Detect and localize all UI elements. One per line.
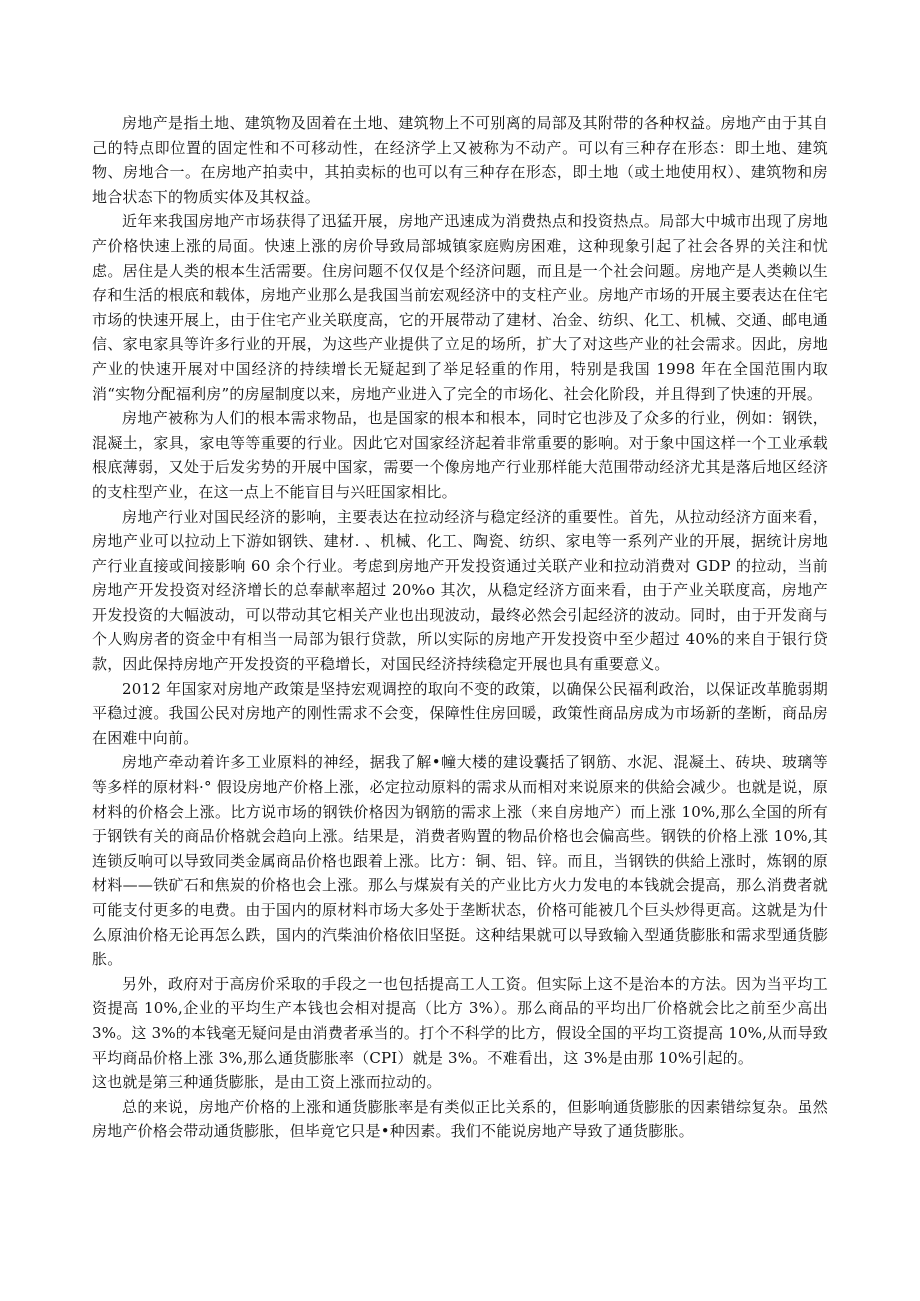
paragraph-wages: 另外，政府对于高房价采取的手段之一也包括提高工人工资。但实际上这不是治本的方法。因为当平均工资提高 10%,企业的平均生产本钱也会相对提高（比方 3%）。那么商品的平均出厂价格就会比之前至少高出 3%。这 3%的本钱毫无疑问是由消费者承当的。打个不科学的比方，假设全国的平均工资提高 10%,从而导致平均商品价格上涨 3%,那么通货膨胀率（CPI）就是 3%。不难看出，这 3%是由那 10%引起的。	[92, 974, 828, 1067]
paragraph-third-inflation: 这也就是第三种通货膨胀，是由工资上涨而拉动的。	[92, 1073, 442, 1092]
paragraph-raw-materials: 房地产牵动着许多工业原料的神经，据我了解•幢大楼的建设囊括了钢筋、水泥、混凝土、砖块、玻璃等等多样的原材料·° 假设房地产价格上涨，必定拉动原料的需求从而相对来说原来的供給会减少。也就是说，原材料的价格会上涨。比方说市场的钢铁价格因为钢筋的需求上涨（来自房地产）而上涨 10%,那么全国的所有于钢铁有关的商品价格就会趋向上涨。结果是，消费者购置的物品价格也会偏高些。钢铁的价格上涨 10%,其连锁反响可以导致同类金属商品价格也跟着上涨。比方：铜、铝、锌。而且，当钢铁的供給上涨时，炼钢的原材料——铁矿石和焦炭的价格也会上涨。那么与煤炭有关的产业比方火力发电的本钱就会提高，那么消费者就可能支付更多的电费。由于国内的原材料市场大多处于垄断状态，价格可能被几个巨头炒得更高。这就是为什么原油价格无论再怎么跌，国内的汽柴油价格依旧坚挺。这种结果就可以导致输入型通货膨胀和需求型通货膨胀。	[92, 753, 828, 969]
paragraph-economic-impact: 房地产行业对国民经济的影响，主要表达在拉动经济与稳定经济的重要性。首先，从拉动经济方面来看，房地产业可以拉动上下游如钢铁、建材. 、机械、化工、陶瓷、纺织、家电等一系列产业的开展，据统计房地产行业直接或间接影响 60 余个行业。考虑到房地产开发投资通过关联产业和拉动消费对 GDP 的拉动，当前房地产开发投资对经济增长的总奉献率超过 20%o 其次，从稳定经济方面来看，由于产业关联度高，房地产开发投资的大幅波动，可以带动其它相关产业也出现波动，最终必然会引起经济的波动。同时，由于开发商与个人购房者的资金中有相当一局部为银行贷款，所以实际的房地产开发投资中至少超过 40%的来自于银行贷款，因此保持房地产开发投资的平稳增长，对国民经济持续稳定开展也具有重要意义。	[92, 507, 828, 674]
paragraph-market-growth: 近年来我国房地产市场获得了迅猛开展，房地产迅速成为消费热点和投资热点。局部大中城市出现了房地产价格快速上涨的局面。快速上涨的房价导致局部城镇家庭购房困难，这种现象引起了社会各界的关注和忧虑。居住是人类的根本生活需要。住房问题不仅仅是个经济问题，而且是一个社会问题。房地产是人类赖以生存和生活的根底和载体，房地产业那么是我国当前宏观经济中的支柱产业。房地产市场的开展主要表达在住宅市场的快速开展上，由于住宅产业关联度高，它的开展带动了建材、冶金、纺织、化工、机械、交通、邮电通信、家电家具等许多行业的开展，为这些产业提供了立足的场所，扩大了对这些产业的社会需求。因此，房地产业的快速开展对中国经济的持续增长无疑起到了举足轻重的作用，特别是我国 1998 年在全国范围内取消“实物分配福利房”的房屋制度以来，房地产业进入了完全的市场化、社会化阶段，并且得到了快速的开展。	[92, 212, 828, 403]
paragraph-conclusion: 总的来说，房地产价格的上涨和通货膨胀率是有类似正比关系的，但影响通货膨胀的因素错综复杂。虽然房地产价格会带动通货膨胀，但毕竟它只是•种因素。我们不能说房地产导致了通货膨胀。	[92, 1097, 828, 1141]
document-body	[92, 111, 828, 1144]
paragraph-2012-policy: 2012 年国家对房地产政策是坚持宏观调控的取向不变的政策，以确保公民福利政治，以保证改革脆弱期平稳过渡。我国公民对房地产的刚性需求不会变，保障性住房回暖，政策性商品房成为市场新的垄断，商品房在困难中向前。	[92, 679, 828, 747]
paragraph-definition: 房地产是指土地、建筑物及固着在土地、建筑物上不可别离的局部及其附带的各种权益。房地产由于其自己的特点即位置的固定性和不可移动性，在经济学上又被称为不动产。可以有三种存在形态：即土地、建筑物、房地合一。在房地产拍卖中，其拍卖标的也可以有三种存在形态，即土地（或土地使用权）、建筑物和房地合状态下的物质实体及其权益。	[92, 114, 828, 206]
paragraph-basic-need: 房地产被称为人们的根本需求物品，也是国家的根本和根本，同时它也涉及了众多的行业，例如：钢铁，混凝土，家具，家电等等重要的行业。因此它对国家经济起着非常重要的影响。对于象中国这样一个工业承载根底薄弱，又处于后发劣势的开展中国家，需要一个像房地产行业那样能大范围带动经济尤其是落后地区经济的支柱型产业，在这一点上不能盲目与兴旺国家相比。	[92, 409, 828, 501]
